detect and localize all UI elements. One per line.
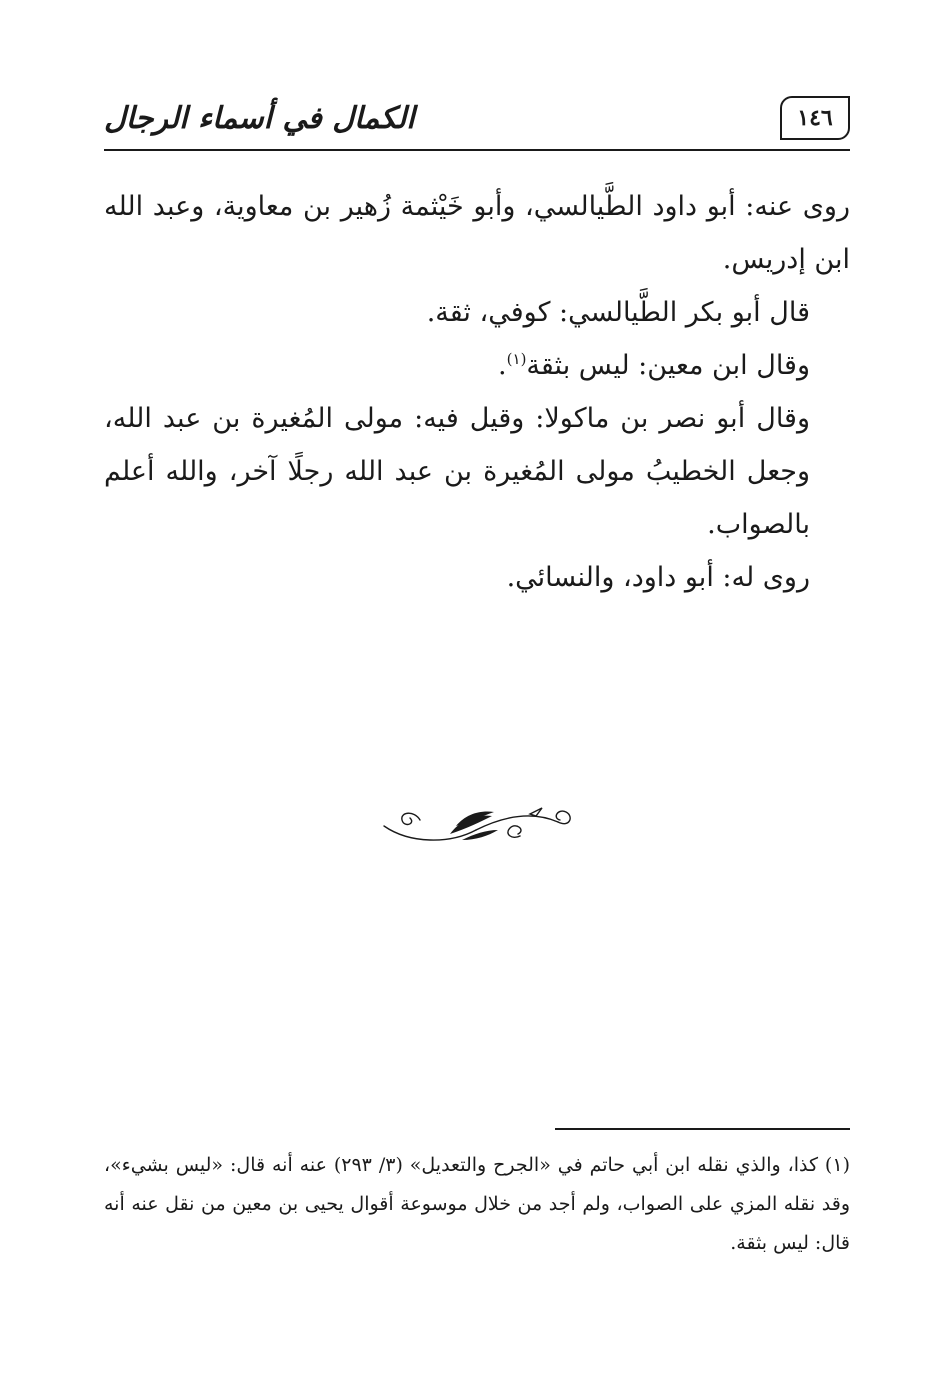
paragraph-narrated-by: روى له: أبو داود، والنسائي. [506, 562, 810, 593]
page-header [104, 92, 850, 150]
floral-divider-icon [380, 800, 580, 846]
header-rule [104, 149, 850, 151]
paragraph-narrators: روى عنه: أبو داود الطَّيالسي، وأبو خَيْثمة زُهير بن معاوية، وعبد الله ابن إدريس. [104, 191, 850, 275]
footnote-separator [555, 1128, 850, 1130]
main-text [104, 180, 850, 604]
paragraph-ibn-main [104, 339, 850, 392]
paragraph-ibn-main-tail: . [498, 350, 507, 381]
paragraph-tayalisi: قال أبو بكر الطَّيالسي: كوفي، ثقة. [426, 297, 810, 328]
footnote-reference[interactable]: (١) [506, 350, 527, 368]
book-title: الكمال في أسماء الرجال [104, 100, 415, 136]
page-number: ١٤٦ [780, 96, 850, 140]
footnote-1: (١) كذا، والذي نقله ابن أبي حاتم في «الجرح والتعديل» (٣/ ٢٩٣) عنه أنه قال: «ليس بشيء»، وقد نقله المزي على الصواب، ولم أجد من خلال موسوعة أقوال يحيى بن معين من نقل عنه أنه قال: ليس بثقة. [104, 1154, 850, 1254]
paragraph-makula: وقال أبو نصر بن ماكولا: وقيل فيه: مولى المُغيرة بن عبد الله، وجعل الخطيبُ مولى المُغيرة بن عبد الله رجلًا آخر، والله أعلم بالصواب. [104, 403, 810, 540]
footnotes [104, 1146, 850, 1263]
paragraph-ibn-main-text: وقال ابن معين: ليس بثقة [526, 350, 810, 381]
